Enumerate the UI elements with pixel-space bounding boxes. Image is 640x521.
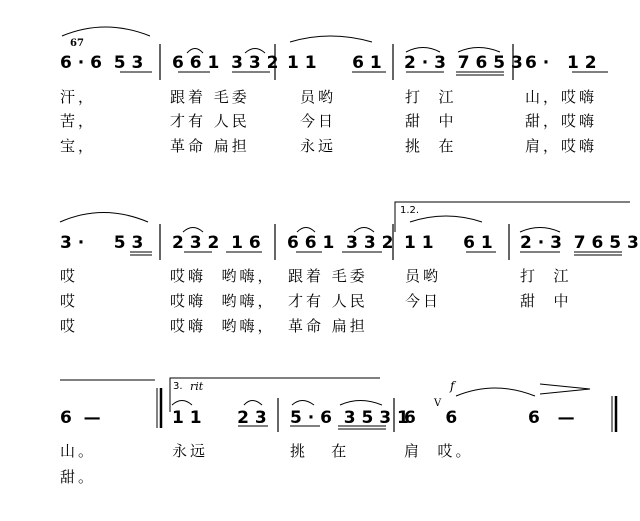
lyric-syllables: 汗， [60, 88, 97, 106]
ending-label: 1.2. [400, 205, 420, 216]
slur [406, 48, 440, 53]
slur [297, 228, 315, 233]
lyric-syllables: 山，哎嗨 [525, 88, 598, 106]
lyric-syllables: 哎 [60, 292, 79, 310]
lyric-syllables: 哎嗨 哟嗨， [170, 267, 276, 285]
lyric-syllables: 哎嗨 哟嗨， [170, 292, 276, 310]
measure-notes: 1 1 6 1 [404, 233, 493, 253]
tie [410, 216, 482, 222]
slur [62, 27, 150, 36]
measure-notes: 6 — [60, 408, 101, 428]
slur [520, 228, 560, 233]
lyric-syllables: 革命 扁担 [288, 317, 368, 335]
lyric-syllables: 打 江 [520, 267, 572, 285]
slur [458, 48, 500, 53]
measure-notes: 1 1 2 3 [172, 408, 267, 428]
measure-notes: 6 — [528, 408, 575, 428]
lyric-syllables: 苦， [60, 112, 97, 130]
lyric-syllables: 山。 [60, 442, 97, 460]
measure-notes: 6 · 6 5 3 [60, 53, 144, 73]
lyric-syllables: 才有 人民 [288, 292, 368, 310]
lyric-syllables: 永远 [172, 442, 209, 460]
decrescendo-hairpin [540, 384, 590, 394]
lyric-syllables: 挑 在 [405, 137, 457, 155]
lyric-syllables: 哎嗨 哟嗨， [170, 317, 276, 335]
measure-notes: 6 6 [404, 408, 458, 428]
lyric-syllables: 甜 中 [520, 292, 572, 310]
measure-notes: 2 3 2 1 6 [172, 233, 261, 253]
measure-notes: 6 · 1 2 [525, 53, 597, 73]
lyric-syllables: 跟着 毛委 [288, 267, 368, 285]
measure-notes: 6 6 1 3 3 2 [172, 53, 279, 73]
measure-notes: 1 1 6 1 [287, 53, 382, 73]
measure-notes: 3 · 5 3 [60, 233, 144, 253]
slur [183, 228, 203, 233]
measure-notes: 5 · 6 3 5 3 1 [290, 408, 409, 428]
lyric-syllables: 员哟 [300, 88, 337, 106]
lyric-syllables: 今日 [405, 292, 442, 310]
lyric-syllables: 革命 扁担 [170, 137, 250, 155]
breath-mark: V [434, 398, 442, 409]
lyric-syllables: 哎 [60, 317, 79, 335]
lyric-syllables: 甜。 [60, 468, 97, 486]
lyric-syllables: 宝， [60, 137, 97, 155]
measure-notes: 2 · 3 7 6 5 3 [520, 233, 639, 253]
lyric-syllables: 员哟 [405, 267, 442, 285]
dynamic-mark: f [450, 379, 455, 393]
tempo-mark-rit: rit [190, 380, 204, 393]
grace-note: 67 [70, 38, 84, 49]
slur [340, 401, 382, 406]
lyric-syllables: 挑 在 [290, 442, 350, 460]
tie [456, 388, 535, 396]
lyric-syllables: 哎 [60, 267, 79, 285]
measure-notes: 2 · 3 7 6 5 3 [404, 53, 523, 73]
lyric-syllables: 跟着 毛委 [170, 88, 250, 106]
lyric-syllables: 甜 中 [405, 112, 457, 130]
slur [244, 401, 262, 406]
lyric-syllables: 今日 [300, 112, 337, 130]
slur [292, 401, 314, 406]
ending-label: 3. [173, 381, 183, 392]
slur [354, 228, 374, 233]
measure-notes: 6 6 1 3 3 2 [287, 233, 394, 253]
slur [60, 213, 148, 223]
tie [290, 36, 372, 42]
lyric-syllables: 甜，哎嗨 [525, 112, 598, 130]
lyric-syllables: 肩，哎嗨 [525, 137, 598, 155]
lyric-syllables: 永远 [300, 137, 337, 155]
slur [172, 401, 192, 406]
lyric-syllables: 肩 哎。 [404, 442, 474, 460]
lyric-syllables: 才有 人民 [170, 112, 250, 130]
lyric-syllables: 打 江 [405, 88, 457, 106]
